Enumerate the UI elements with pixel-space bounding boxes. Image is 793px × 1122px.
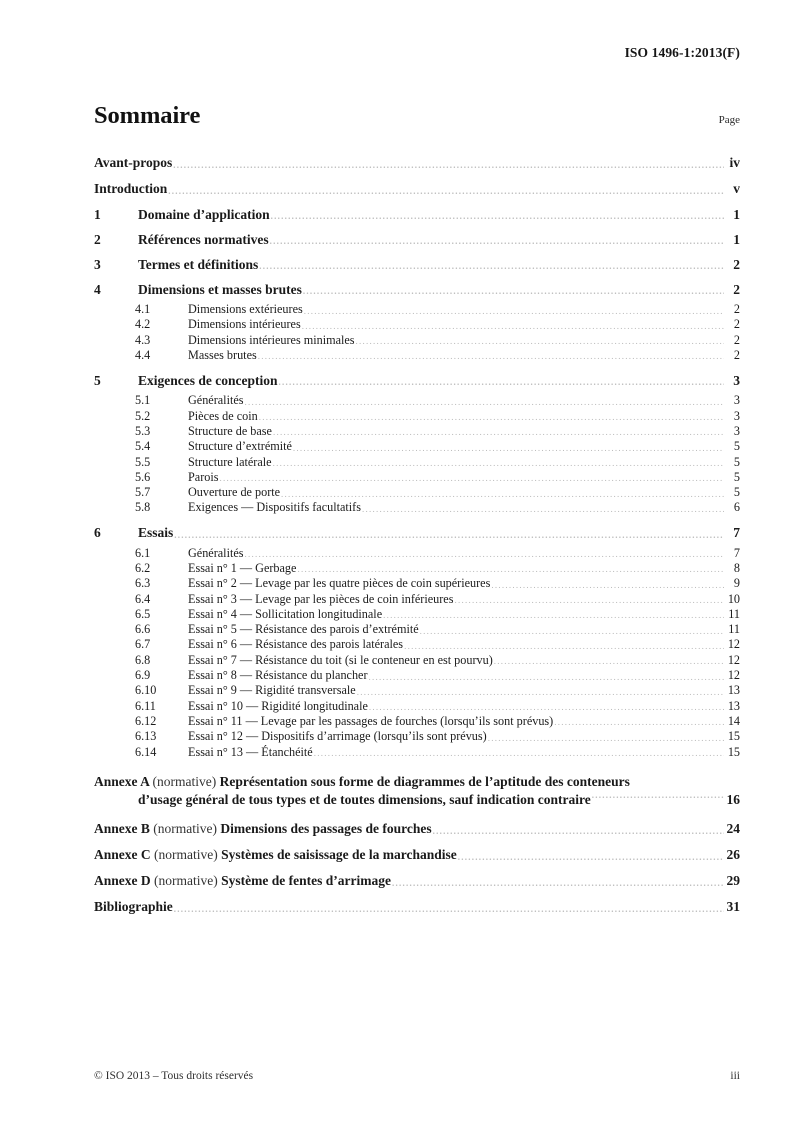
subclause-title: Masses brutes: [188, 348, 257, 363]
toc-title-row: [94, 104, 740, 129]
subclause-number: 6.4: [135, 591, 151, 606]
toc-entry-label: Avant-propos: [94, 155, 173, 170]
toc-entry-clause-5[interactable]: [94, 368, 740, 393]
toc-entry-clause-3[interactable]: [94, 252, 740, 277]
clause-page: 3: [733, 372, 740, 388]
clause-title: Exigences de conception: [138, 372, 278, 388]
subclause-page: 15: [727, 744, 740, 759]
dot-leader: [404, 639, 724, 651]
clause-title: Essais: [138, 525, 174, 541]
subclause-title: Pièces de coin: [188, 408, 258, 423]
dot-leader: [304, 304, 724, 316]
subclause-number: 6.6: [135, 622, 151, 637]
subclause-number: 6.3: [135, 576, 151, 591]
annex-a-title-part-1: Représentation sous forme de diagrammes de l’aptitude des conteneurs: [216, 773, 630, 789]
bibliography-title: Bibliographie: [94, 899, 173, 915]
toc-entry-subclause-5-2[interactable]: [94, 408, 740, 423]
subclause-page: 7: [733, 545, 740, 560]
subclause-title: Essai n° 6 — Résistance des parois latérales: [188, 637, 404, 652]
annex-b-name: Annexe B: [94, 821, 154, 837]
annex-a-line-1: [94, 773, 740, 791]
bibliography-page: 31: [726, 899, 740, 915]
subclause-number: 6.14: [135, 744, 157, 759]
dot-leader: [279, 374, 725, 388]
subclause-page: 3: [733, 393, 740, 408]
toc-entry-annexe-a[interactable]: [94, 773, 740, 810]
toc-entry-subclause-4-3[interactable]: [94, 333, 740, 348]
toc-entry-subclause-5-7[interactable]: [94, 485, 740, 500]
dot-leader: [259, 410, 724, 422]
toc-entry-subclause-6-7[interactable]: [94, 637, 740, 652]
toc-entry-subclause-6-4[interactable]: [94, 591, 740, 606]
toc-entry-subclause-5-1[interactable]: [94, 393, 740, 408]
subclause-number: 6.7: [135, 637, 151, 652]
dot-leader: [369, 700, 724, 712]
clause-page: 2: [733, 281, 740, 297]
subclause-title: Essai n° 8 — Résistance du plancher: [188, 668, 368, 683]
toc-entry-page: iv: [729, 155, 740, 170]
dot-leader: [259, 258, 724, 272]
dot-leader: [369, 669, 724, 681]
clause-title: Références normatives: [138, 231, 269, 247]
clause-title: Termes et définitions: [138, 256, 259, 272]
subclause-page: 14: [727, 713, 740, 728]
clause-number: 5: [94, 372, 101, 388]
dot-leader: [245, 395, 725, 407]
dot-leader: [554, 715, 724, 727]
dot-leader: [302, 319, 724, 331]
subclause-page: 2: [733, 302, 740, 317]
subclause-page: 2: [733, 332, 740, 347]
toc-entry-label: Introduction: [94, 181, 168, 196]
toc-entry-subclause-4-1[interactable]: [94, 302, 740, 317]
page-title: Sommaire: [94, 102, 201, 129]
subclause-number: 4.3: [135, 332, 151, 347]
clause-number: 2: [94, 231, 101, 247]
toc-entry-clause-1[interactable]: [94, 202, 740, 227]
dot-leader: [273, 456, 724, 468]
dot-leader: [281, 487, 724, 499]
subclause-number: 4.4: [135, 348, 151, 363]
annex-c-title: Systèmes de saisissage de la marchandise: [217, 847, 457, 863]
toc-entry-clause-6[interactable]: [94, 521, 740, 546]
subclause-page: 8: [733, 561, 740, 575]
subclause-title: Essai n° 7 — Résistance du toit (si le conteneur en est pourvu): [188, 652, 493, 667]
subclause-page: 5: [733, 439, 740, 454]
toc-entry-subclause-5-4[interactable]: [94, 439, 740, 454]
subclause-page: 6: [733, 500, 740, 515]
toc-entry-page: v: [733, 181, 740, 196]
subclause-number: 5.1: [135, 393, 151, 408]
annex-d-kind: (normative): [154, 873, 218, 889]
subclause-title: Essai n° 3 — Levage par les pièces de coin inférieures: [188, 591, 454, 606]
dot-leader: [420, 624, 724, 636]
annex-a-page: 16: [726, 792, 740, 808]
dot-leader: [362, 502, 724, 514]
clause-page: 1: [733, 206, 740, 222]
dot-leader: [303, 283, 724, 297]
toc-entry-avant-propos[interactable]: [94, 150, 740, 176]
dot-leader: [314, 746, 724, 758]
subclause-number: 4.2: [135, 317, 151, 332]
subclause-title: Ouverture de porte: [188, 485, 281, 500]
dot-leader: [383, 608, 724, 620]
annex-c-page: 26: [726, 847, 740, 863]
clause-number: 3: [94, 256, 101, 272]
subclause-number: 5.5: [135, 454, 151, 469]
subclause-page: 2: [733, 317, 740, 332]
dot-leader: [357, 685, 724, 697]
annex-a-name: Annexe A: [94, 773, 153, 789]
annex-b-kind: (normative): [153, 821, 217, 837]
annex-a-title-part-2: d’usage général de tous types et de toutes dimensions, sauf indication contraire: [138, 792, 591, 808]
toc-entry-subclause-6-12[interactable]: [94, 714, 740, 729]
dot-leader: [273, 425, 724, 437]
subclause-page: 13: [727, 698, 740, 713]
subclause-number: 6.13: [135, 729, 157, 744]
subclause-title: Dimensions intérieures minimales: [188, 332, 355, 347]
clause-page: 2: [733, 256, 740, 272]
subclause-number: 6.8: [135, 652, 151, 667]
dot-leader: [494, 654, 724, 666]
subclause-number: 6.5: [135, 606, 151, 621]
toc-annexes-group: [94, 773, 740, 921]
toc-entry-subclause-6-3[interactable]: [94, 576, 740, 591]
subclause-number: 5.8: [135, 500, 151, 515]
subclause-page: 9: [733, 576, 740, 591]
subclause-title: Essai n° 12 — Dispositifs d’arrimage (lorsqu’ils sont prévus): [188, 729, 487, 744]
toc-entry-bibliographie[interactable]: [94, 894, 740, 920]
subclause-page: 3: [733, 423, 740, 438]
subclause-page: 15: [727, 729, 740, 744]
toc-entry-subclause-6-5[interactable]: [94, 607, 740, 622]
subclause-title: Généralités: [188, 545, 244, 560]
dot-leader: [293, 441, 724, 453]
dot-leader: [174, 900, 724, 914]
subclause-number: 5.2: [135, 408, 151, 423]
clause-page: 1: [733, 231, 740, 247]
subclause-title: Essai n° 5 — Résistance des parois d’extrémité: [188, 622, 419, 637]
subclause-title: Essai n° 2 — Levage par les quatre pièces de coin supérieures: [188, 576, 491, 591]
subclause-page: 13: [727, 683, 740, 698]
toc-entry-subclause-6-8[interactable]: [94, 653, 740, 668]
dot-leader: [592, 791, 725, 805]
toc-entry-subclause-6-2[interactable]: [94, 561, 740, 576]
page-column-header: Page: [718, 113, 740, 126]
dot-leader: [258, 349, 724, 361]
dot-leader: [219, 471, 724, 483]
subclause-title: Parois: [188, 469, 219, 484]
dot-leader: [454, 593, 724, 605]
toc-entry-subclause-6-6[interactable]: [94, 622, 740, 637]
dot-leader: [271, 208, 724, 222]
toc-entry-subclause-5-3[interactable]: [94, 424, 740, 439]
toc-entry-subclause-4-4[interactable]: [94, 348, 740, 363]
clause-title: Domaine d’application: [138, 206, 270, 222]
subclause-number: 5.7: [135, 485, 151, 500]
toc-entry-subclause-5-6[interactable]: [94, 470, 740, 485]
subclause-page: 11: [728, 606, 740, 621]
toc-entry-subclause-6-14[interactable]: [94, 744, 740, 759]
toc-entry-annexe-d[interactable]: [94, 868, 740, 894]
toc-entry-subclause-6-10[interactable]: [94, 683, 740, 698]
clause-number: 1: [94, 206, 101, 222]
dot-leader: [392, 874, 724, 888]
subclause-number: 5.3: [135, 423, 151, 438]
annex-c-name: Annexe C: [94, 847, 154, 863]
subclause-title: Structure d’extrémité: [188, 439, 292, 454]
page-folio: iii: [730, 1070, 740, 1082]
subclause-number: 5.4: [135, 439, 151, 454]
dot-leader: [488, 731, 724, 743]
annex-c-kind: (normative): [154, 847, 218, 863]
clause-number: 4: [94, 281, 101, 297]
subclause-number: 6.12: [135, 713, 157, 728]
subclause-number: 6.11: [135, 698, 156, 713]
subclause-title: Essai n° 9 — Rigidité transversale: [188, 683, 356, 698]
toc-entry-subclause-6-9[interactable]: [94, 668, 740, 683]
annex-b-title: Dimensions des passages de fourches: [217, 821, 432, 837]
subclause-title: Généralités: [188, 393, 244, 408]
clause-page: 7: [733, 525, 740, 541]
dot-leader: [173, 156, 724, 170]
subclause-number: 5.6: [135, 469, 151, 484]
toc-entry-subclause-5-5[interactable]: [94, 454, 740, 469]
toc-entry-subclause-6-11[interactable]: [94, 699, 740, 714]
dot-leader: [491, 578, 724, 590]
toc-entry-clause-4[interactable]: [94, 277, 740, 302]
document-footer: [94, 1070, 740, 1082]
subclause-page: 2: [733, 348, 740, 363]
annex-d-name: Annexe D: [94, 873, 154, 889]
subclause-title: Dimensions intérieures: [188, 317, 301, 332]
dot-leader: [297, 562, 724, 574]
subclause-number: 6.2: [135, 561, 151, 575]
annex-d-page: 29: [726, 873, 740, 889]
dot-leader: [356, 334, 724, 346]
subclause-title: Essai n° 10 — Rigidité longitudinale: [188, 698, 368, 713]
subclause-title: Structure latérale: [188, 454, 272, 469]
copyright-notice: © ISO 2013 – Tous droits réservés: [94, 1070, 254, 1082]
subclause-page: 5: [733, 469, 740, 484]
dot-leader: [168, 182, 724, 196]
toc-entry-annexe-b[interactable]: [94, 816, 740, 842]
clause-number: 6: [94, 525, 101, 541]
subclause-page: 12: [727, 668, 740, 683]
subclause-number: 6.10: [135, 683, 157, 698]
subclause-title: Structure de base: [188, 423, 272, 438]
toc-entry-subclause-5-8[interactable]: [94, 500, 740, 515]
dot-leader: [174, 526, 724, 540]
toc-entry-subclause-6-13[interactable]: [94, 729, 740, 744]
subclause-title: Essai n° 1 — Gerbage: [188, 561, 297, 575]
table-of-contents: [94, 150, 740, 920]
toc-entry-subclause-4-2[interactable]: [94, 317, 740, 332]
subclause-title: Essai n° 11 — Levage par les passages de fourches (lorsqu’ils sont prévus): [188, 713, 554, 728]
toc-entry-clause-2[interactable]: [94, 227, 740, 252]
subclause-page: 3: [733, 408, 740, 423]
subclause-title: Dimensions extérieures: [188, 302, 303, 317]
subclause-page: 10: [727, 591, 740, 606]
dot-leader: [270, 233, 724, 247]
annex-d-title: Système de fentes d’arrimage: [217, 873, 391, 889]
subclause-page: 12: [727, 652, 740, 667]
subclause-page: 11: [728, 622, 740, 637]
toc-entry-annexe-c[interactable]: [94, 842, 740, 868]
toc-entry-subclause-6-1[interactable]: [94, 546, 740, 561]
dot-leader: [245, 547, 725, 559]
subclause-title: Essai n° 13 — Étanchéité: [188, 744, 313, 759]
subclause-number: 4.1: [135, 302, 151, 317]
subclause-title: Exigences — Dispositifs facultatifs: [188, 500, 361, 515]
toc-entry-introduction[interactable]: [94, 176, 740, 202]
dot-leader: [433, 822, 724, 836]
subclause-page: 5: [733, 485, 740, 500]
annex-a-line-2: [94, 791, 740, 810]
annex-a-kind: (normative): [152, 773, 217, 789]
document-header-reference: ISO 1496-1:2013(F): [624, 45, 740, 60]
subclause-page: 12: [727, 637, 740, 652]
subclause-page: 5: [733, 454, 740, 469]
subclause-number: 6.1: [135, 545, 151, 560]
subclause-title: Essai n° 4 — Sollicitation longitudinale: [188, 606, 383, 621]
annex-b-page: 24: [726, 821, 740, 837]
subclause-number: 6.9: [135, 668, 151, 683]
dot-leader: [458, 848, 724, 862]
clause-title: Dimensions et masses brutes: [138, 281, 302, 297]
